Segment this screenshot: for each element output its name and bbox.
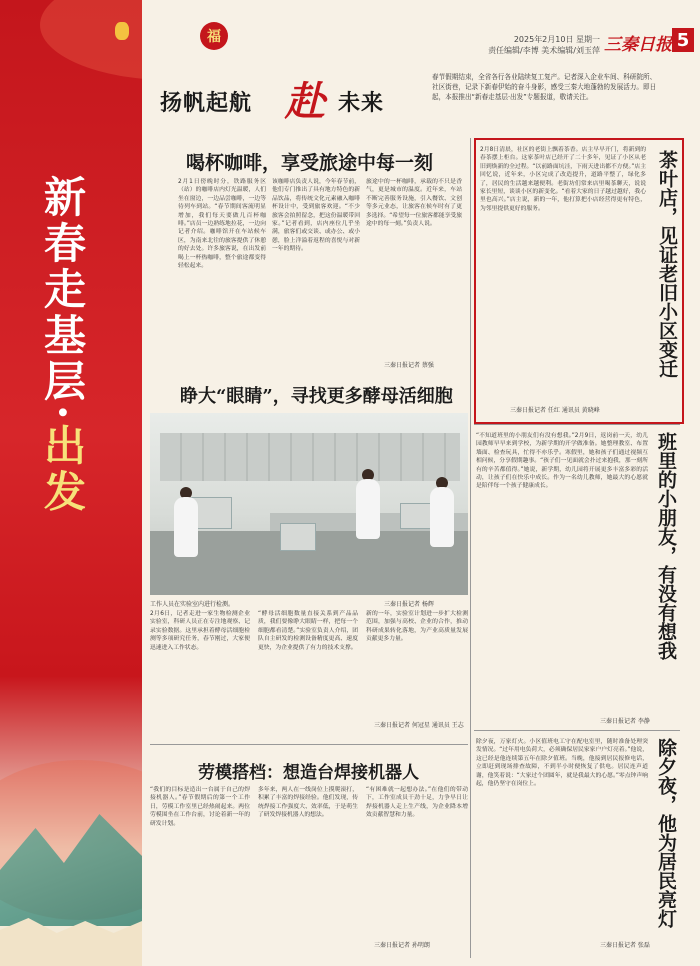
box-1-byline: 三秦日报记者 任红 通讯员 黄晓峰 xyxy=(510,407,600,414)
article-3-column-1: “我们的目标是造出一台属于自己的焊接机器人。”春节假期后的第一个工作日，劳模工作室里已经热闹起来。两位劳模围坐在工作台前，讨论着新一年的研发计划。 xyxy=(150,787,250,827)
box-2-body: “不知道班里的小朋友们有没有想我。”2月9日，返岗前一天，幼儿园教师早早来到学校，为新学期的开学做准备。她整理教室、布置墙面、检查玩具，忙得不亦乐乎。寒假里，她和孩子们通过视频互相问候，分享假期趣事。“孩子们一见面就会扑过来抱我，那一刻所有的辛苦都值得。”她说，新学期，幼儿园将开展更多丰富多彩的活动，让孩子们在快乐中成长。作为一名幼儿教师，她最大的心愿就是陪伴每一个孩子健康成长。 xyxy=(476,433,648,490)
photo-caption: 工作人员在实验室内进行检测。 xyxy=(150,601,235,608)
article-2-column-2: “酵母活细胞数量直接关系到产品品质，我们要像睁大眼睛一样，把每一个细胞都看清楚。”实验室负责人介绍，团队自主研发的检测设备精度更高、速度更快，为企业提供了有力的技术支撑。 xyxy=(258,611,358,651)
lab-photo xyxy=(150,413,468,595)
article-1-column-3: 旅途中的一杯咖啡，承载的不只是香气，更是城市的温度。近年来，车站不断完善服务设施，引入餐饮、文创等多元业态，让旅客在候车时有了更多选择。“希望每一位旅客都能享受旅途中的每一刻。”负责人说。 xyxy=(366,179,462,228)
paper-masthead: 三秦日报 xyxy=(604,35,672,55)
article-3-headline: 劳模搭档：想造台焊接机器人 xyxy=(198,763,419,783)
editor-credits: 责任编辑/李博 美术编辑/刘玉萍 xyxy=(488,46,600,55)
banner-word-1: 扬帆起航 xyxy=(160,90,253,116)
article-2-byline: 三秦日报记者 何冠星 通讯员 王志 xyxy=(374,722,464,729)
fu-badge-icon: 福 xyxy=(200,22,228,50)
column-divider xyxy=(470,138,471,958)
box-1-headline: 茶叶店，见证老旧小区变迁 xyxy=(656,150,678,378)
section-banner xyxy=(160,70,460,132)
section-title-accent: 出发 xyxy=(38,423,87,516)
box-3-byline: 三秦日报记者 张磊 xyxy=(600,942,650,949)
box-1-body: 2月8日清晨，社区的老街上飘着茶香。店主早早开门，将新到的春茶摆上柜台。这家茶叶店已经开了二十多年，见证了小区从老旧到焕新的全过程。“以前路面坑洼，下雨天进出都不方便。”店主回忆说，近年来，小区完成了改造提升，道路平整了，绿化多了，居民的生活越来越便利。老街坊们常来店里喝茶聊天，说说家长里短，谈谈小区的新变化。“看着大家的日子越过越好，我心里也高兴。”店主说，新的一年，他打算把小店经营得更有特色，为邻里提供更好的服务。 xyxy=(480,147,646,212)
box-2-headline: 班里的小朋友，有没有想我 xyxy=(655,432,677,660)
photo-byline: 三秦日报记者 杨辉 xyxy=(384,601,434,608)
section-intro: 春节假期结束，全省各行各业陆续复工复产。记者深入企业车间、科研院所、社区街巷，记录下新春伊始的奋斗身影，感受三秦大地蓬勃的发展活力。即日起，本报推出“新春走基层·出发”专题报道，敬请关注。 xyxy=(432,73,657,101)
divider xyxy=(474,424,680,425)
box-2-byline: 三秦日报记者 李静 xyxy=(600,718,650,725)
article-3-byline: 三秦日报记者 孙明朗 xyxy=(374,942,430,949)
cloud-decoration xyxy=(40,0,142,80)
article-2-column-3: 新的一年，实验室计划进一步扩大检测范围，加强与高校、企业的合作，推动科研成果转化落地，为产业高质量发展贡献更多力量。 xyxy=(366,611,468,643)
article-3-column-2: 多年来，两人在一线岗位上摸爬滚打，积累了丰富的焊接经验。他们发现，传统焊接工作强度大、效率低，于是萌生了研发焊接机器人的想法。 xyxy=(258,787,358,819)
article-3-column-3: “有困难就一起想办法。”在他们的带动下，工作室成员干劲十足，力争早日让焊接机器人走上生产线，为企业降本增效贡献智慧和力量。 xyxy=(366,787,468,819)
divider xyxy=(474,730,680,731)
article-1-headline: 喝杯咖啡，享受旅途中每一刻 xyxy=(186,152,434,174)
photo-lab-device xyxy=(280,523,316,551)
page-number: 5 xyxy=(672,28,694,52)
photo-person xyxy=(430,487,454,547)
article-1-column-2: 该咖啡店负责人说，今年春节前，他们专门推出了具有地方特色的新品饮品，将传统文化元素融入咖啡杯设计中，受到旅客欢迎。“不少旅客会拍照留念，把这份温暖带回家。”记者看到，店内座位几乎坐满，旅客们或交谈、或办公、或小憩，脸上洋溢着返程的喜悦与对新一年的期待。 xyxy=(272,179,360,253)
article-1-byline: 三秦日报记者 蔡强 xyxy=(384,362,434,369)
box-3-body: 除夕夜，万家灯火。小区值班电工守在配电室里，随时准备处理突发情况。“过年用电负荷大，必须确保居民家家户户灯亮着。”他说，这已经是他连续第五年在除夕值班。当晚，他接到居民报修电话，立即赶到现场排查故障，不到半小时便恢复了供电。居民连声道谢，他笑着说：“大家过个团圆年，就是我最大的心愿。”零点钟声响起，他仍坚守在岗位上。 xyxy=(476,739,648,788)
left-decorative-band xyxy=(0,0,142,966)
photo-lab-shelf xyxy=(160,433,460,481)
issue-date: 2025年2月10日 星期一 xyxy=(513,35,600,44)
page-header xyxy=(142,0,700,62)
section-title-main: 新春走基层· xyxy=(38,175,87,424)
article-1-column-1: 2月1日傍晚时分，铁路服务区（站）的咖啡店内灯光温暖，人们坐在窗边，一边品尝咖啡，一边等待列车到站。“春节期间客流明显增加，我们每天要做几百杯咖啡。”店员一边熟练地拉花，一边向记者介绍。咖啡馆开在车站候车区，为南来北往的旅客提供了休憩的好去处。许多旅客说，在出发前喝上一杯热咖啡，整个旅途都变得轻松起来。 xyxy=(178,179,266,270)
box-3-headline: 除夕夜，他为居民亮灯 xyxy=(655,738,677,928)
section-vertical-title xyxy=(32,175,86,516)
photo-person xyxy=(356,479,380,539)
lantern-icon xyxy=(115,22,129,40)
banner-word-2: 赴 xyxy=(285,78,325,125)
divider xyxy=(150,744,468,745)
article-2-column-1: 2月6日，记者走进一家生物检测企业实验室，科研人员正在专注地观察、记录实验数据。这里承担着酵母活细胞检测等多项研究任务，春节刚过，大家便迅速进入工作状态。 xyxy=(150,611,250,651)
photo-person xyxy=(174,497,198,557)
article-2-headline: 睁大“眼睛”，寻找更多酵母活细胞 xyxy=(180,386,453,407)
banner-word-3: 未来 xyxy=(338,90,385,116)
